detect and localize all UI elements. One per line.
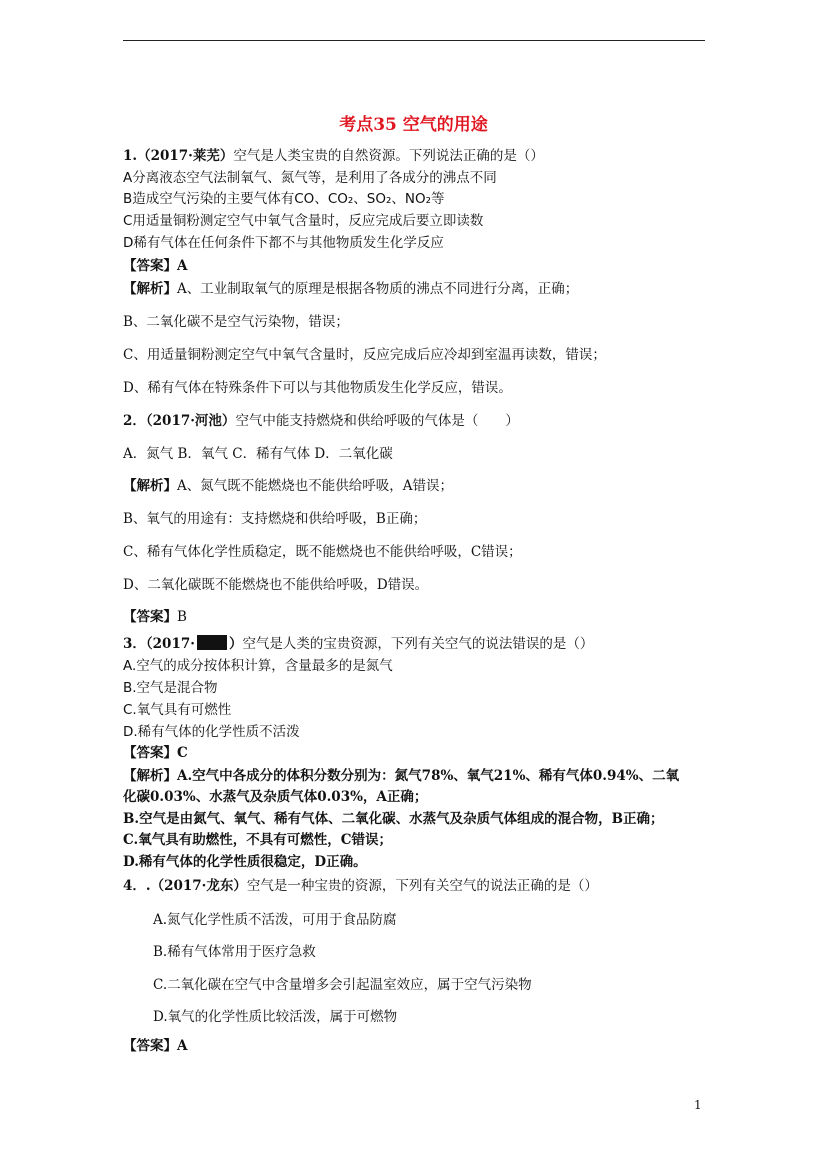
q3-number: 3． (123, 636, 146, 652)
q3-analysis-a-cont: 化碳0.03%、水蒸气及杂质气体0.03%，A正确； (123, 789, 428, 805)
q4-number: 4．. (123, 878, 151, 894)
header-rule (123, 40, 705, 41)
q1-analysis-label: 【解析】 (123, 281, 177, 297)
q1-option-b: B造成空气污染的主要气体有CO、CO₂、SO₂、NO₂等 (123, 191, 445, 207)
page-title: 考点35 空气的用途 (339, 115, 488, 135)
q4-option-c: C.二氧化碳在空气中含量增多会引起温室效应，属于空气污染物 (153, 977, 532, 993)
q4-answer-label: 【答案】 (123, 1038, 177, 1054)
q4-option-d: D.氧气的化学性质比较活泼，属于可燃物 (153, 1009, 398, 1025)
q1-stem: 空气是人类宝贵的自然资源。下列说法正确的是（） (233, 148, 544, 164)
q3-stem: 空气是人类的宝贵资源，下列有关空气的说法错误的是（） (242, 636, 594, 652)
q3-stem-line (123, 635, 593, 653)
q1-source: （2017·莱芜） (137, 148, 234, 164)
q4-option-b: B.稀有气体常用于医疗急救 (153, 944, 316, 960)
q1-option-a: A分离液态空气法制氧气、氮气等，是利用了各成分的沸点不同 (123, 170, 497, 186)
q1-analysis-d: D、稀有气体在特殊条件下可以与其他物质发生化学反应，错误。 (123, 380, 512, 396)
q3-analysis-a (123, 767, 679, 785)
q2-source: （2017·河池） (145, 413, 236, 429)
q2-answer-value: B (177, 609, 187, 625)
q4-stem: 空气是一种宝贵的资源，下列有关空气的说法正确的是（） (246, 878, 598, 894)
q3-source-open: （2017· (145, 636, 195, 652)
q2-analysis-d: D、二氧化碳既不能燃烧也不能供给呼吸，D错误。 (123, 577, 429, 593)
q4-option-a: A.氮气化学性质不活泼，可用于食品防腐 (153, 912, 397, 928)
q2-number: 2． (123, 413, 146, 429)
q3-analysis-b: B.空气是由氮气、氧气、稀有气体、二氧化碳、水蒸气及杂质气体组成的混合物，B正确； (123, 811, 664, 827)
q3-analysis-text: A.空气中各成分的体积分数分别为：氮气78%、氧气21%、稀有气体0.94%、二氧 (177, 768, 680, 784)
q2-options: A．氮气 B．氧气 C．稀有气体 D．二氧化碳 (123, 446, 393, 462)
q2-answer-label: 【答案】 (123, 609, 177, 625)
q2-analysis-a (123, 477, 453, 495)
q4-source: （2017·龙东） (150, 878, 247, 894)
q3-option-b: B.空气是混合物 (123, 680, 218, 696)
q1-analysis-c: C、用适量铜粉测定空气中氧气含量时，反应完成后应冷却到室温再读数，错误； (123, 347, 606, 363)
q3-option-d: D.稀有气体的化学性质不活泼 (123, 724, 300, 740)
q2-stem: 空气中能支持燃烧和供给呼吸的气体是（ ） (235, 413, 519, 429)
redaction-block (197, 635, 227, 650)
q2-stem-line (123, 412, 519, 430)
q3-option-c: C.氧气具有可燃性 (123, 702, 232, 718)
q3-option-a: A.空气的成分按体积计算，含量最多的是氮气 (123, 658, 393, 674)
q3-analysis-label: 【解析】 (123, 768, 177, 784)
q1-option-d: D稀有气体在任何条件下都不与其他物质发生化学反应 (123, 235, 444, 251)
q2-analysis-c: C、稀有气体化学性质稳定，既不能燃烧也不能供给呼吸，C错误； (123, 544, 522, 560)
q3-answer-label: 【答案】 (123, 745, 177, 761)
q1-answer-value: A (177, 258, 188, 274)
q2-analysis-b: B、氧气的用途有：支持燃烧和供给呼吸，B正确； (123, 511, 427, 527)
q3-source-close: ） (228, 636, 243, 652)
page-number: 1 (694, 1098, 702, 1112)
q1-stem-line (123, 147, 544, 165)
q2-analysis-label: 【解析】 (123, 478, 177, 494)
q3-analysis-d: D.稀有气体的化学性质很稳定，D正确。 (123, 854, 367, 870)
q2-answer (123, 608, 187, 626)
q1-analysis-b: B、二氧化碳不是空气污染物，错误； (123, 314, 349, 330)
q3-analysis-c: C.氧气具有助燃性，不具有可燃性，C错误； (123, 832, 392, 848)
q1-answer-label: 【答案】 (123, 258, 177, 274)
q3-answer-value: C (177, 745, 188, 761)
q1-option-c: C用适量铜粉测定空气中氧气含量时，反应完成后要立即读数 (123, 213, 484, 229)
q1-answer (123, 257, 187, 275)
q4-answer-value: A (177, 1038, 188, 1054)
q4-stem-line (123, 877, 598, 895)
q1-analysis-a (123, 280, 578, 298)
q1-number: 1. (123, 148, 138, 164)
q1-analysis-text: A、工业制取氧气的原理是根据各物质的沸点不同进行分离，正确； (177, 281, 579, 297)
q2-analysis-text: A、氮气既不能燃烧也不能供给呼吸，A错误； (177, 478, 453, 494)
q3-answer (123, 744, 188, 762)
q4-answer (123, 1037, 187, 1055)
